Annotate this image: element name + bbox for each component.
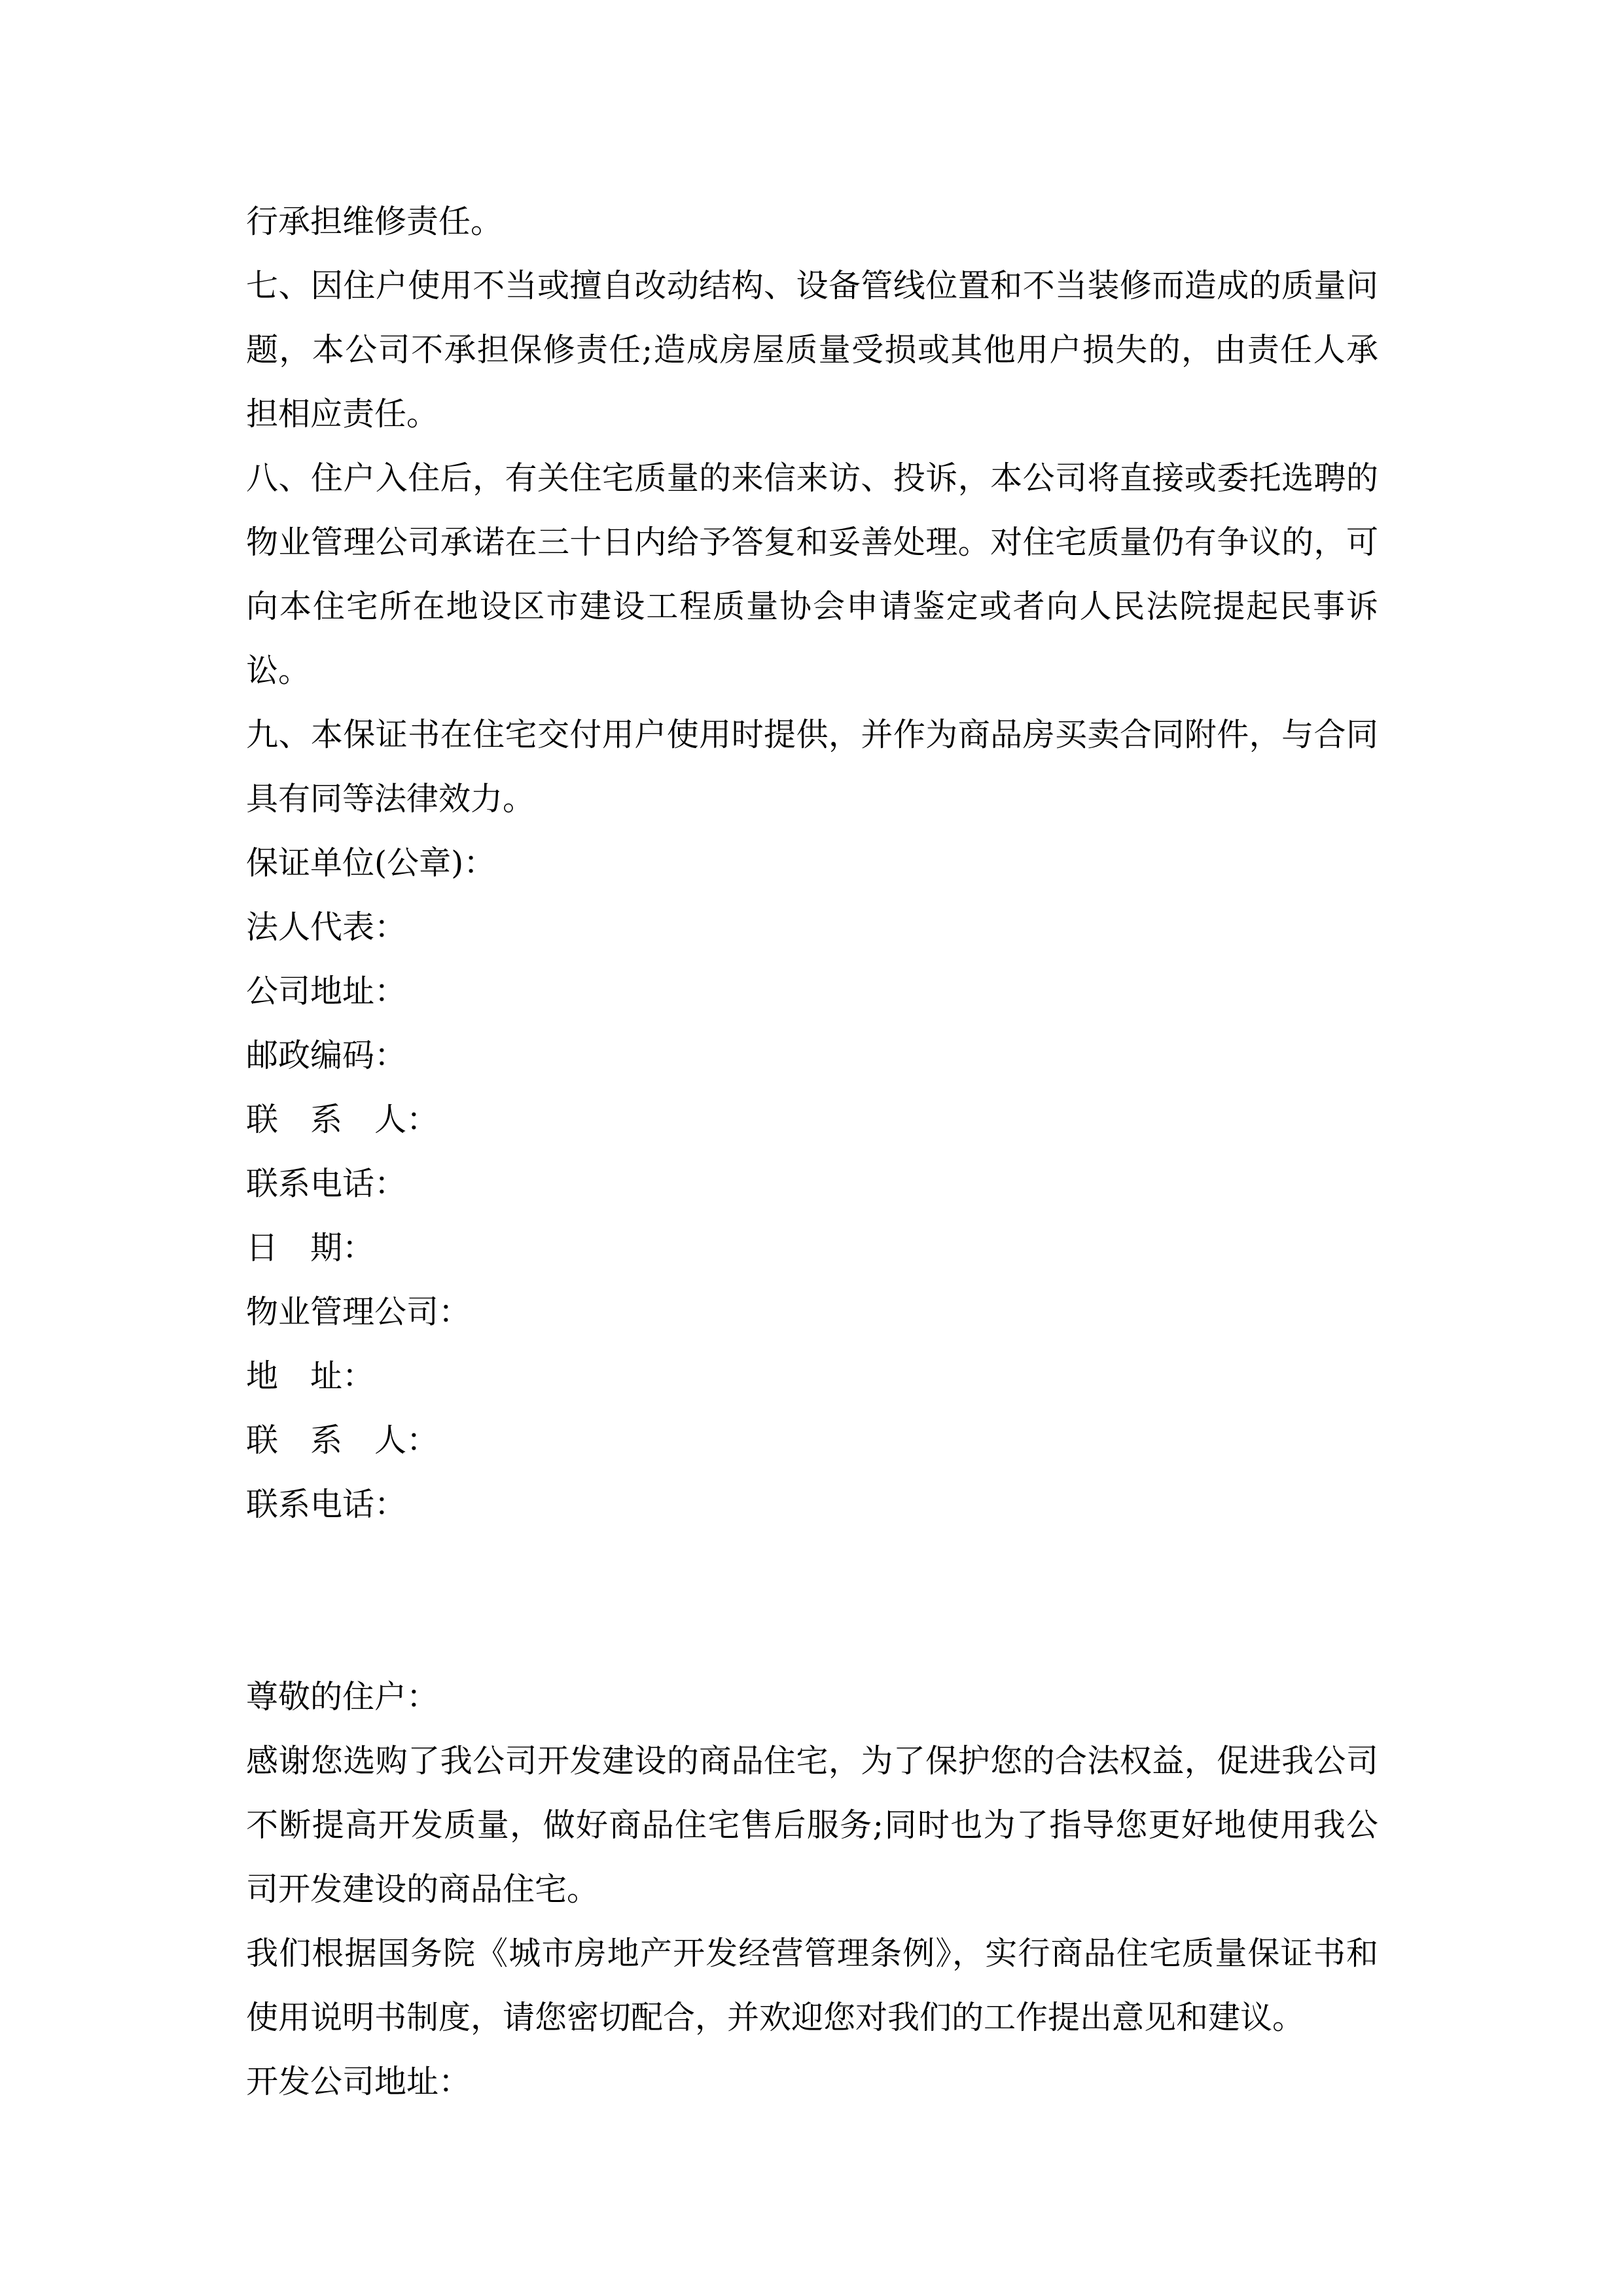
property-company-label: 物业管理公司： xyxy=(246,1293,471,1331)
contact-person-label: 联 系 人： xyxy=(246,1101,439,1138)
paragraph-continuation: 行承担维修责任。 xyxy=(246,203,503,240)
letter-greeting: 尊敬的住户： xyxy=(246,1678,439,1715)
clause-9: 九、本保证书在住宅交付用户使用时提供，并作为商品房买卖合同附件，与合同具有同等法律效力。 xyxy=(246,716,1378,817)
contact-phone-label: 联系电话： xyxy=(246,1165,407,1202)
developer-address-label: 开发公司地址： xyxy=(246,2063,471,2100)
guarantor-unit-label: 保证单位(公章)： xyxy=(246,844,496,882)
section-spacer xyxy=(246,1537,1378,1665)
letter-paragraph-2: 我们根据国务院《城市房地产开发经营管理条例》，实行商品住宅质量保证书和使用说明书制度，请您密切配合，并欢迎您对我们的工作提出意见和建议。 xyxy=(246,1935,1378,2036)
property-contact-label: 联 系 人： xyxy=(246,1422,439,1459)
legal-representative-label: 法人代表： xyxy=(246,908,407,946)
postcode-label: 邮政编码： xyxy=(246,1037,407,1074)
document-body xyxy=(246,190,1378,2114)
clause-8: 八、住户入住后，有关住宅质量的来信来访、投诉，本公司将直接或委托选聘的物业管理公司承诺在三十日内给予答复和妥善处理。对住宅质量仍有争议的，可向本住宅所在地设区市建设工程质量协会申请鉴定或者向人民法院提起民事诉讼。 xyxy=(246,459,1378,689)
property-phone-label: 联系电话： xyxy=(246,1486,407,1523)
property-address-label: 地 址： xyxy=(246,1357,375,1395)
date-label: 日 期： xyxy=(246,1229,375,1266)
clause-7: 七、因住户使用不当或擅自改动结构、设备管线位置和不当装修而造成的质量问题，本公司不承担保修责任;造成房屋质量受损或其他用户损失的，由责任人承担相应责任。 xyxy=(246,267,1378,433)
company-address-label: 公司地址： xyxy=(246,973,407,1010)
letter-paragraph-1: 感谢您选购了我公司开发建设的商品住宅，为了保护您的合法权益，促进我公司不断提高开发质量，做好商品住宅售后服务;同时也为了指导您更好地使用我公司开发建设的商品住宅。 xyxy=(246,1742,1378,1908)
